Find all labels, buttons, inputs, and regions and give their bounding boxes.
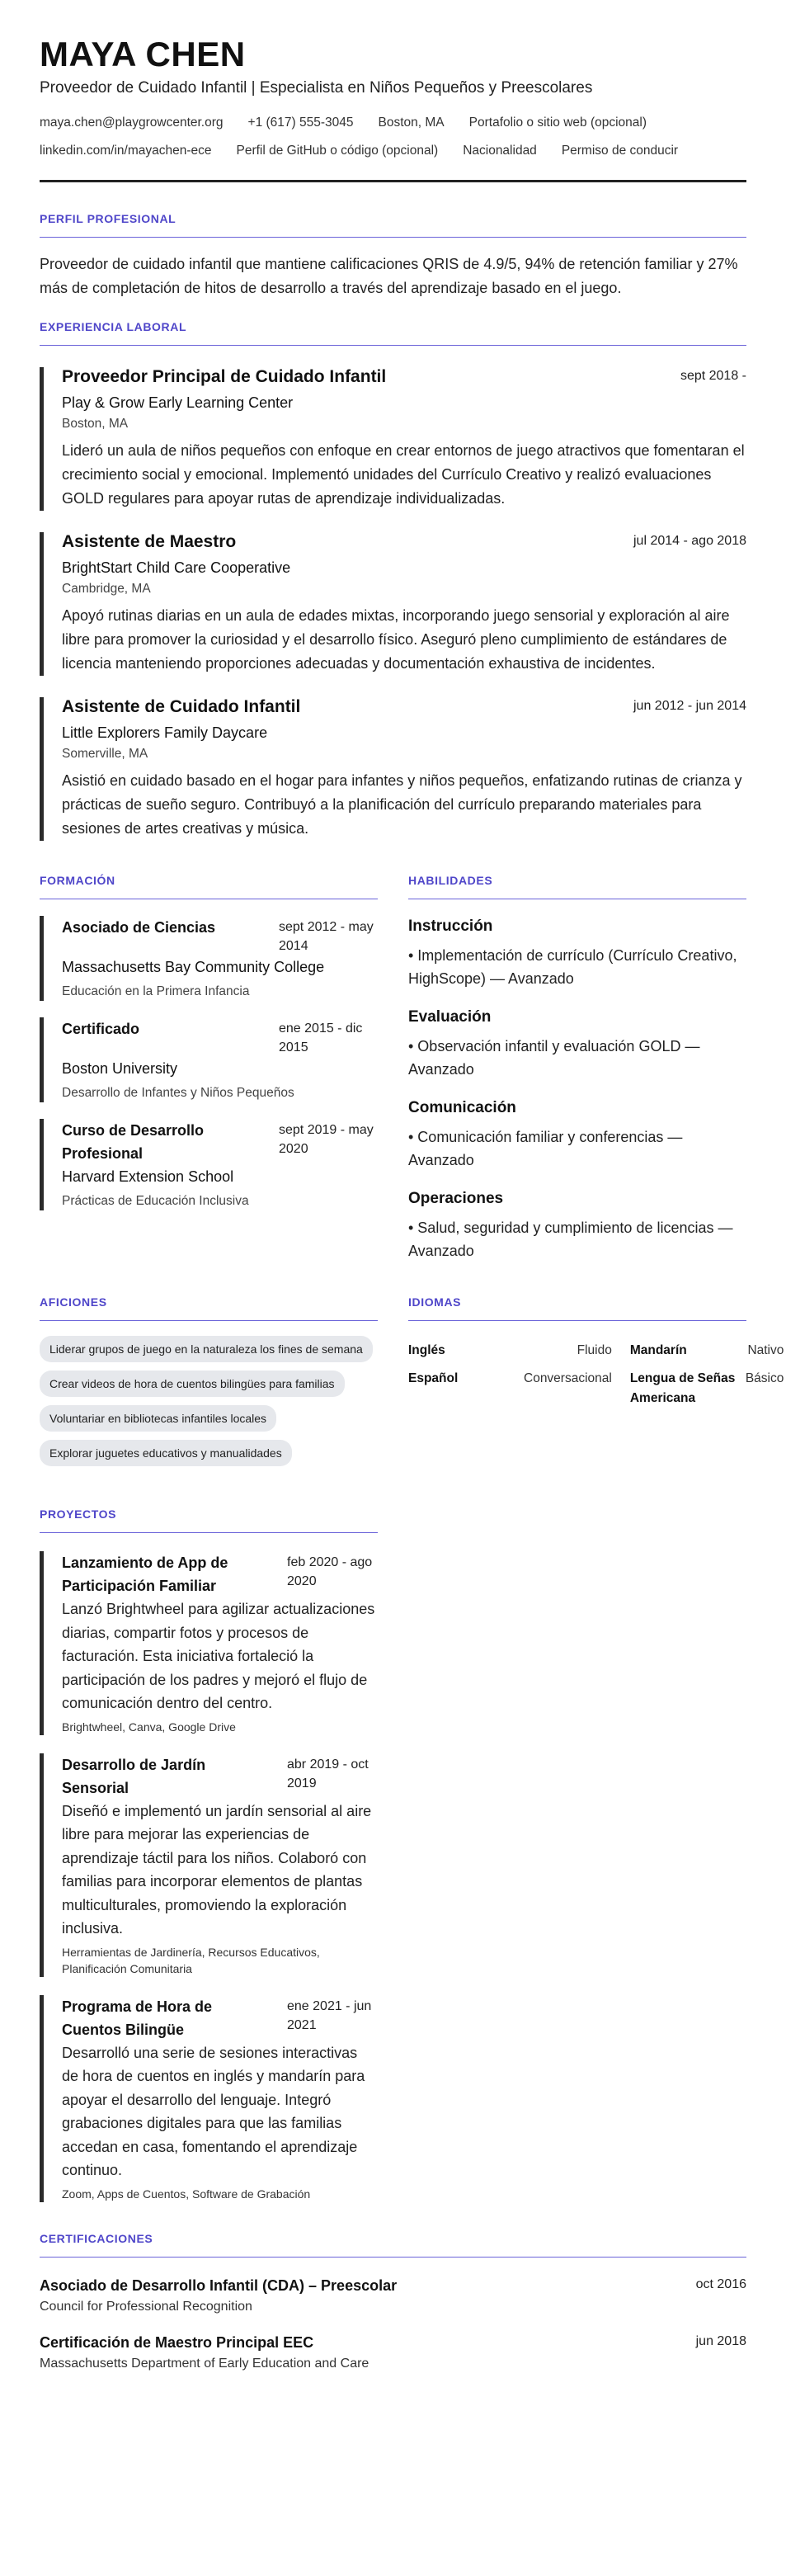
job-location: Cambridge, MA [62,582,151,597]
job-dates: jul 2014 - ago 2018 [633,534,746,549]
contact-license: Permiso de conducir [561,144,679,158]
project-title: Programa de Hora de Cuentos Bilingüe [62,1998,213,2038]
project-item [40,1753,378,1977]
project-tools: Zoom, Apps de Cuentos, Software de Grabación [62,2187,311,2201]
education-degree: Certificado [62,1021,140,1038]
hobby-list [40,1336,378,1474]
skill-item: • Comunicación familiar y conferencias — Avanzado [408,1129,683,1169]
education-item [40,1017,378,1102]
job-company: BrightStart Child Care Cooperative [62,559,291,577]
language-level: Nativo [747,1343,784,1358]
language-item [630,1369,784,1408]
education-dates: sept 2012 - may 2014 [279,920,374,954]
project-dates: feb 2020 - ago 2020 [287,1555,373,1589]
experience-item [40,367,746,511]
projects-section [40,1507,378,2202]
education-item [40,1119,378,1210]
certification-name: Certificación de Maestro Principal EEC [40,2333,314,2351]
language-name: Español [408,1371,459,1386]
project-item [40,1551,378,1735]
hobby-tag: Voluntariar en bibliotecas infantiles locales [40,1405,276,1432]
contact-phone[interactable]: +1 (617) 555-3045 [247,116,354,130]
section-title-skills: HABILIDADES [408,874,746,899]
summary-section [40,212,746,300]
language-name: Mandarín [629,1343,687,1358]
job-title: Asistente de Cuidado Infantil [62,697,301,717]
education-school: Massachusetts Bay Community College [62,959,325,976]
education-school: Harvard Extension School [62,1168,234,1186]
section-title-hobbies: AFICIONES [40,1295,378,1321]
language-item [630,1341,784,1361]
job-company: Play & Grow Early Learning Center [62,394,294,412]
job-title: Asistente de Maestro [62,532,237,552]
education-degree: Curso de Desarrollo Profesional [62,1122,205,1163]
skill-category: Instrucción [408,918,493,936]
language-item [408,1369,612,1408]
contact-email[interactable]: maya.chen@playgrowcenter.org [40,116,224,130]
education-field: Prácticas de Educación Inclusiva [62,1194,249,1209]
certifications-section [40,2232,746,2371]
education-section [40,874,378,1262]
education-item [40,916,378,1001]
language-level: Básico [745,1371,784,1386]
hobbies-languages-row [40,1295,784,1474]
skill-category: Comunicación [408,1099,516,1117]
section-title-certifications: CERTIFICACIONES [40,2232,746,2258]
hobby-tag: Crear videos de hora de cuentos bilingües para familias [40,1371,345,1397]
languages-section [408,1295,784,1474]
contact-list [40,109,746,165]
project-description: Desarrolló una serie de sesiones interactivas de hora de cuentos en inglés y mandarín para apoyar el desarrollo del lenguaje. Integró grabaciones digitales para que las familias accedan en casa, fomentando el aprendizaje continuo. [62,2044,365,2179]
language-level: Conversacional [524,1371,612,1386]
section-title-experience: EXPERIENCIA LABORAL [40,320,746,346]
job-description: Apoyó rutinas diarias en un aula de edades mixtas, incorporando juego sensorial y exploración al aire libre para promover la curiosidad y el desarrollo físico. Aseguró pleno cumplimiento de estándares de licencia manteniendo proporciones adecuadas y documentación exhaustiva de incidentes. [62,607,730,672]
certification-issuer: Council for Professional Recognition [40,2299,252,2314]
job-description: Lideró un aula de niños pequeños con enfoque en crear entornos de juego atractivos que fomentaran el crecimiento social y emocional. Implementó unidades del Currículo Creativo y realizó evaluaciones GOLD regulares para apoyar rutas de aprendizaje individualizadas. [62,442,745,507]
section-title-education: FORMACIÓN [40,874,378,899]
job-dates: jun 2012 - jun 2014 [633,699,746,714]
skill-category: Operaciones [408,1190,504,1208]
skills-section [408,874,746,1262]
project-description: Lanzó Brightwheel para agilizar actualizaciones diarias, compartir fotos y procesos de facturación. Esta iniciativa fortaleció la participación de los padres y mejoró el flujo de comunicación dentro del centro. [62,1601,375,1712]
hobby-tag: Explorar juguetes educativos y manualidades [40,1440,292,1466]
candidate-name: MAYA CHEN [40,35,246,73]
certification-item [40,2334,746,2371]
education-skills-row [40,874,746,1262]
job-dates: sept 2018 - [680,369,746,384]
contact-nationality: Nacionalidad [463,144,537,158]
language-name: Inglés [408,1343,445,1358]
hobby-tag: Liderar grupos de juego en la naturaleza los fines de semana [40,1336,373,1362]
certification-name: Asociado de Desarrollo Infantil (CDA) – Preescolar [40,2276,398,2294]
certification-date: oct 2016 [695,2276,746,2291]
candidate-headline: Proveedor de Cuidado Infantil | Especialista en Niños Pequeños y Preescolares [40,79,593,97]
education-school: Boston University [62,1060,178,1078]
language-item [408,1341,612,1361]
language-grid [408,1341,784,1417]
project-tools: Brightwheel, Canva, Google Drive [62,1720,236,1734]
job-description: Asistió en cuidado basado en el hogar para infantes y niños pequeños, enfatizando rutinas de crianza y prácticas de sueño seguro. Contribuyó a la planificación del currículo preparando materiales para sesiones de artes creativas y música. [62,772,742,837]
project-item [40,1995,378,2202]
resume-header [40,36,746,182]
education-degree: Asociado de Ciencias [62,919,216,937]
hobbies-section [40,1295,378,1474]
experience-item [40,697,746,841]
project-dates: ene 2021 - jun 2021 [287,1998,372,2032]
education-dates: ene 2015 - dic 2015 [279,1021,363,1055]
section-title-summary: PERFIL PROFESIONAL [40,212,746,238]
job-location: Boston, MA [62,417,129,432]
summary-text: Proveedor de cuidado infantil que mantiene calificaciones QRIS de 4.9/5, 94% de retención familiar y 27% más de completación de hitos de desarrollo a través del aprendizaje basado en el juego. [40,256,738,297]
skill-item: • Observación infantil y evaluación GOLD — Avanzado [408,1038,700,1078]
project-title: Lanzamiento de App de Participación Familiar [62,1555,228,1595]
skill-category: Evaluación [408,1008,492,1026]
language-level: Fluido [577,1343,612,1358]
education-field: Educación en la Primera Infancia [62,984,250,999]
section-title-projects: PROYECTOS [40,1507,378,1533]
job-location: Somerville, MA [62,747,148,762]
education-dates: sept 2019 - may 2020 [279,1123,374,1157]
skill-item: • Salud, seguridad y cumplimiento de licencias — Avanzado [408,1220,733,1260]
job-title: Proveedor Principal de Cuidado Infantil [62,367,387,387]
certification-issuer: Massachusetts Department of Early Education and Care [40,2356,369,2371]
experience-item [40,532,746,676]
certification-date: jun 2018 [695,2333,746,2348]
project-title: Desarrollo de Jardín Sensorial [62,1756,206,1796]
project-dates: abr 2019 - oct 2019 [287,1757,369,1790]
project-tools: Herramientas de Jardinería, Recursos Educativos, Planificación Comunitaria [62,1945,320,1975]
certification-item [40,2277,746,2314]
contact-portfolio[interactable]: Portafolio o sitio web (opcional) [468,116,647,130]
language-name: Lengua de Señas Americana [629,1371,736,1406]
education-field: Desarrollo de Infantes y Niños Pequeños [62,1086,294,1101]
contact-github[interactable]: Perfil de GitHub o código (opcional) [236,144,439,158]
experience-section [40,320,746,841]
section-title-languages: IDIOMAS [408,1295,746,1321]
contact-linkedin[interactable]: linkedin.com/in/mayachen-ece [40,144,212,158]
job-company: Little Explorers Family Daycare [62,724,268,742]
project-description: Diseñó e implementó un jardín sensorial al aire libre para mejorar las experiencias de aprendizaje táctil para los niños. Colaboró con familias para incorporar elementos de plantas multiculturales, promoviendo la exploración inclusiva. [62,1802,372,1937]
contact-location: Boston, MA [378,116,445,130]
header-divider [40,180,746,182]
skill-item: • Implementación de currículo (Currículo Creativo, HighScope) — Avanzado [408,947,737,988]
